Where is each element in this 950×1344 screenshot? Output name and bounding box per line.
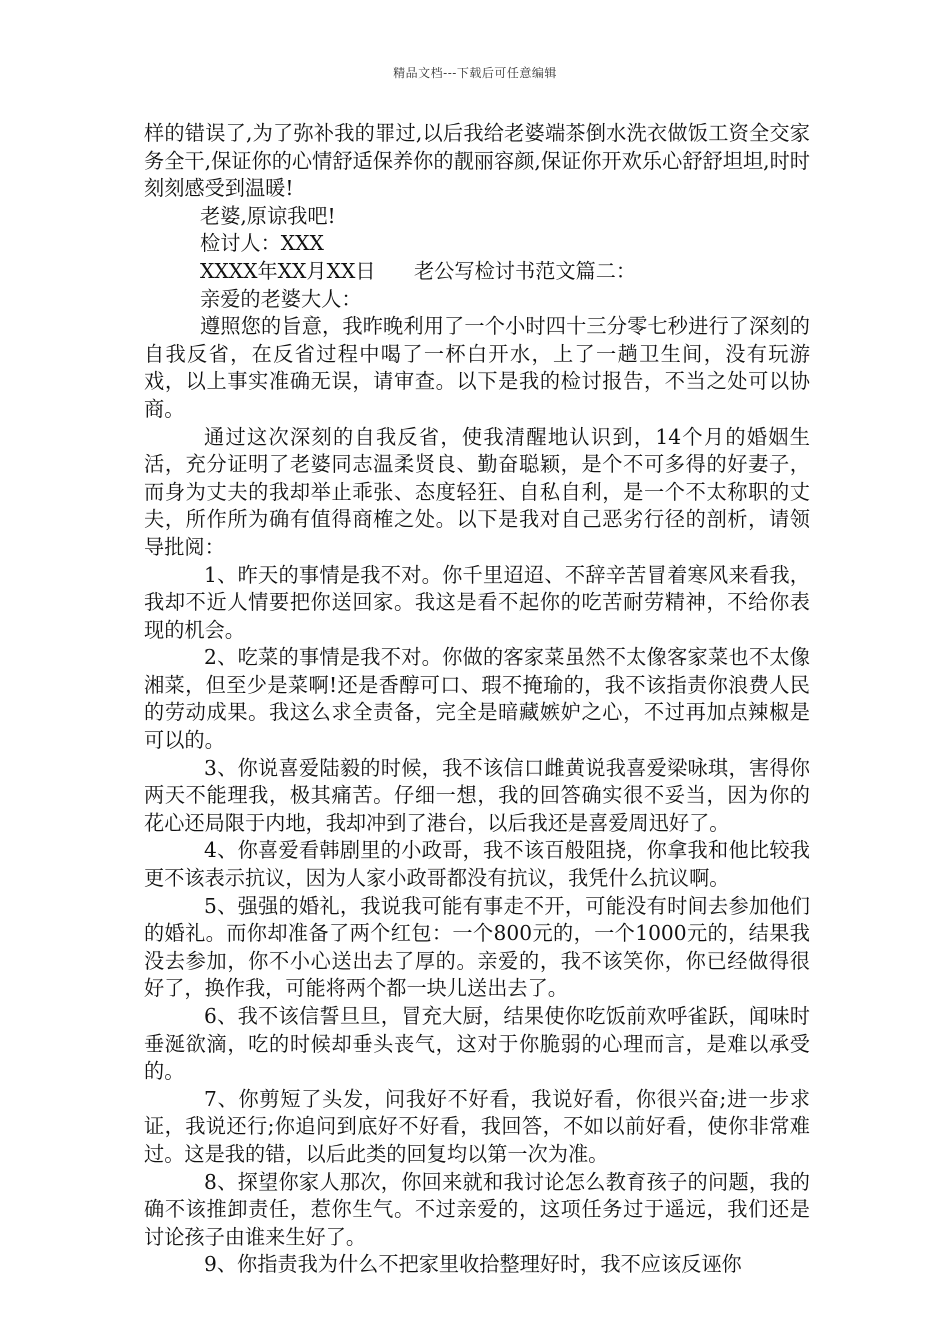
paragraph-plea: 老婆,原谅我吧! [200, 203, 336, 228]
paragraph-item-1: 1、昨天的事情是我不对。你千里迢迢、不辞辛苦冒着寒风来看我，我却不近人情要把你送回家。我这是看不起你的吃苦耐劳精神，不给你表现的机会。 [144, 562, 810, 642]
paragraph-item-7: 7、你剪短了头发，问我好不好看，我说好看，你很兴奋;进一步求证，我说还行;你追问到底好不好看，我回答，不如以前好看，使你非常难过。这是我的错，以后此类的回复均以第一次为准。 [144, 1086, 810, 1166]
paragraph-intro: 遵照您的旨意，我昨晚利用了一个小时四十三分零七秒进行了深刻的自我反省，在反省过程中喝了一杯白开水，上了一趟卫生间，没有玩游戏，以上事实准确无误，请审查。以下是我的检讨报告，不当之处可以协商。 [144, 314, 810, 421]
paragraph-salutation: 亲爱的老婆大人： [200, 286, 362, 311]
paragraph-item-8: 8、探望你家人那次，你回来就和我讨论怎么教育孩子的问题，我的确不该推卸责任，惹你生气。不过亲爱的，这项任务过于遥远，我们还是讨论孩子由谁来生好了。 [144, 1169, 810, 1249]
paragraph-item-6: 6、我不该信誓旦旦，冒充大厨，结果使你吃饭前欢呼雀跃，闻味时垂涎欲滴，吃的时候却垂头丧气，这对于你脆弱的心理而言，是难以承受的。 [144, 1004, 810, 1084]
paragraph-item-2: 2、吃菜的事情是我不对。你做的客家菜虽然不太像客家菜也不太像湘菜，但至少是菜啊!还是香醇可口、瑕不掩瑜的，我不该指责你浪费人民的劳动成果。我这么求全责备，完全是暗藏嫉妒之心，不过再加点辣椒是可以的。 [144, 645, 810, 753]
paragraph-continuation: 样的错误了,为了弥补我的罪过,以后我给老婆端茶倒水洗衣做饭工资全交家务全干,保证你的心情舒适保养你的靓丽容颜,保证你开欢乐心舒舒坦坦,时时刻刻感受到温暖! [144, 121, 810, 201]
paragraph-item-3: 3、你说喜爱陆毅的时候，我不该信口雌黄说我喜爱梁咏琪，害得你两天不能理我，极其痛苦。仔细一想，我的回答确实很不妥当，因为你的花心还局限于内地，我却冲到了港台，以后我还是喜爱周迅好了。 [144, 755, 810, 835]
document-body [144, 120, 810, 1279]
paragraph-date-and-title: XXXX年XX月XX日 老公写检讨书范文篇二： [200, 258, 637, 283]
page-header: 精品文档---下载后可任意编辑 [393, 66, 557, 80]
paragraph-reflection: 通过这次深刻的自我反省，使我清醒地认识到，14个月的婚姻生活，充分证明了老婆同志温柔贤良、勤奋聪颖，是个不可多得的好妻子，而身为丈夫的我却举止乖张、态度轻狂、自私自利，是一个不太称职的丈夫，所作所为确有值得商榷之处。以下是我对自己恶劣行径的剖析，请领导批阅： [144, 424, 810, 559]
paragraph-item-5: 5、强强的婚礼，我说我可能有事走不开，可能没有时间去参加他们的婚礼。而你却准备了两个红包：一个800元的，一个1000元的，结果我没去参加，你不小心送出去了厚的。亲爱的，我不该笑你，你已经做得很好了，换作我，可能将两个都一块儿送出去了。 [144, 893, 810, 1001]
paragraph-item-9: 9、你指责我为什么不把家里收拾整理好时，我不应该反诬你 [204, 1252, 742, 1277]
paragraph-signature: 检讨人：XXX [200, 231, 324, 256]
paragraph-item-4: 4、你喜爱看韩剧里的小政哥，我不该百般阻挠，你拿我和他比较我更不该表示抗议，因为人家小政哥都没有抗议，我凭什么抗议啊。 [144, 838, 810, 891]
